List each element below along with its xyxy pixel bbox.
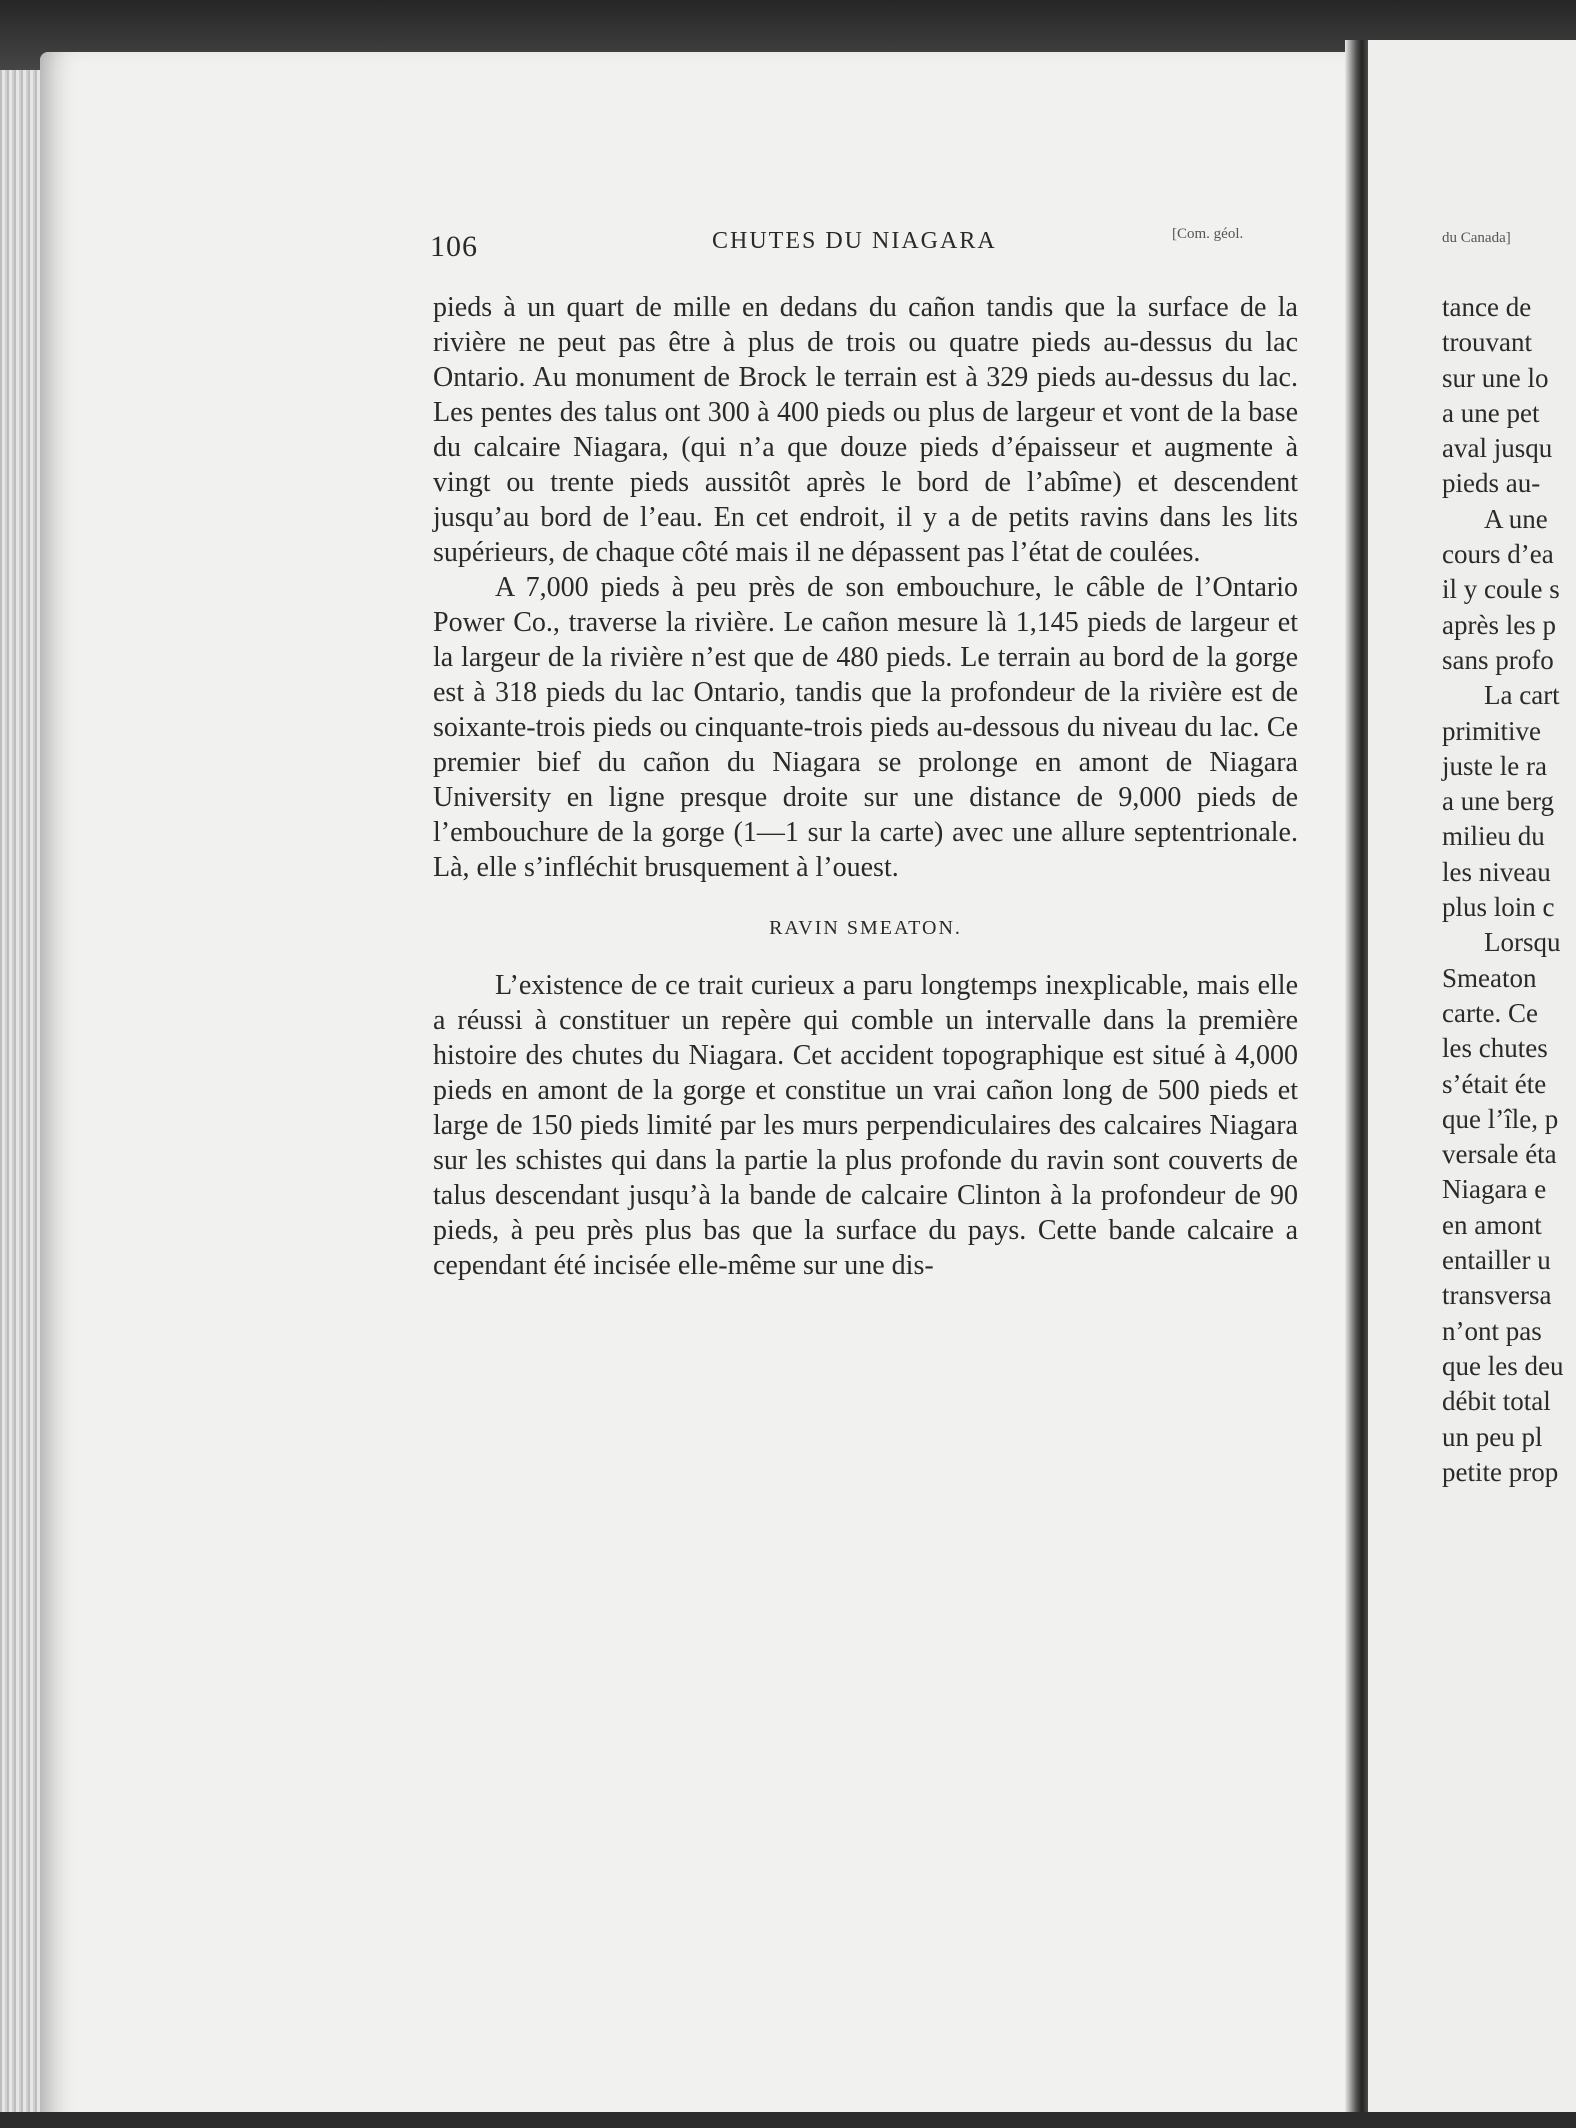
right-page-line: n’ont pas — [1442, 1315, 1542, 1346]
right-page-line: entailler u — [1442, 1245, 1551, 1276]
section-heading: RAVIN SMEATON. — [769, 917, 962, 939]
right-page-line: pieds au- — [1442, 468, 1541, 499]
right-page — [1368, 40, 1576, 2128]
page-number: 106 — [430, 230, 478, 263]
right-page-line: a une pet — [1442, 397, 1540, 428]
right-page-line: a une berg — [1442, 786, 1554, 817]
running-note: [Com. géol. — [1172, 226, 1244, 242]
right-page-line: cours d’ea — [1442, 539, 1554, 570]
right-page-text — [1442, 290, 1576, 1490]
right-page-line: milieu du — [1442, 821, 1545, 852]
right-page-line: petite prop — [1442, 1456, 1559, 1487]
right-page-line: sur une lo — [1442, 362, 1549, 393]
right-page-line: s’était éte — [1442, 1068, 1547, 1099]
body-text — [433, 290, 1298, 1283]
right-page-line: Niagara e — [1442, 1174, 1547, 1205]
right-page-line: les chutes — [1442, 1033, 1548, 1064]
right-page-line: que les deu — [1442, 1350, 1564, 1381]
right-running-head: du Canada] — [1442, 230, 1511, 246]
right-page-line: débit total — [1442, 1386, 1551, 1417]
paragraph: L’existence de ce trait curieux a paru longtemps inexplicable, mais elle a réussi à constituer un repère qui comble un intervalle dans la première histoire des chutes du Niagara. Cet accident topographique est situé à 4,000 pieds en amont de la gorge et constitue un vrai cañon long de 500 pieds et large de 150 pieds limité par les murs perpendiculaires des calcaires Niagara sur les schistes qui dans la partie la plus profonde du ravin sont couverts de talus descendant jusqu’à la bande de calcaire Clinton à la profondeur de 90 pieds, à peu près plus bas que la surface du pays. Cette bande calcaire a cependant été incisée elle-même sur une dis- — [433, 970, 1298, 1281]
right-page-line: A une — [1484, 503, 1548, 534]
right-page-line: sans profo — [1442, 644, 1554, 675]
right-page-line: tance de — [1442, 292, 1532, 322]
right-page-line: un peu pl — [1442, 1421, 1543, 1452]
right-page-line: aval jusqu — [1442, 433, 1553, 464]
right-page-line: Smeaton — [1442, 962, 1537, 993]
right-page-line: il y coule s — [1442, 574, 1560, 605]
right-page-line: juste le ra — [1442, 750, 1547, 781]
paragraph: pieds à un quart de mille en dedans du cañon tandis que la surface de la rivière ne peut pas être à plus de trois ou quatre pieds au-dessus du lac Ontario. Au monument de Brock le terrain est à 329 pieds au-dessus du lac. Les pentes des talus ont 300 à 400 pieds ou plus de largeur et vont de la base du calcaire Niagara, (qui n’a que douze pieds d’épaisseur et augmente à vingt ou trente pieds aussitôt après le bord de l’abîme) et descendent jusqu’au bord de l’eau. En cet endroit, il y a de petits ravins dans les lits supérieurs, de chaque côté mais il ne dépassent pas l’état de coulées. — [433, 292, 1298, 568]
right-page-line: La cart — [1484, 680, 1560, 711]
right-page-line: que l’île, p — [1442, 1103, 1559, 1134]
right-page-line: primitive — [1442, 715, 1541, 746]
right-page-line: trouvant — [1442, 327, 1532, 358]
right-page-line: Lorsqu — [1484, 927, 1561, 958]
scan-bottom-edge — [0, 2112, 1576, 2128]
right-page-line: les niveau — [1442, 856, 1551, 887]
right-page-line: plus loin c — [1442, 892, 1555, 923]
running-head — [430, 224, 1300, 264]
right-page-line: versale éta — [1442, 1139, 1557, 1170]
right-page-line: après les p — [1442, 609, 1556, 640]
paragraph: A 7,000 pieds à peu près de son embouchure, le câble de l’Ontario Power Co., traverse la rivière. Le cañon mesure là 1,145 pieds de largeur et la largeur de la rivière n’est que de 480 pieds. Le terrain au bord de la gorge est à 318 pieds du lac Ontario, tandis que la profondeur de la rivière est de soixante-trois pieds ou cinquante-trois pieds au-dessous du niveau du lac. Ce premier bief du cañon du Niagara se prolonge en amont de Niagara University en ligne presque droite sur une distance de 9,000 pieds de l’embouchure de la gorge (1—1 sur la carte) avec une allure septentrionale. Là, elle s’infléchit brusquement à l’ouest. — [433, 572, 1298, 883]
running-title: CHUTES DU NIAGARA — [712, 228, 997, 254]
right-page-line: transversa — [1442, 1280, 1552, 1311]
right-page-line: en amont — [1442, 1209, 1542, 1240]
right-page-line: carte. Ce — [1442, 997, 1538, 1028]
